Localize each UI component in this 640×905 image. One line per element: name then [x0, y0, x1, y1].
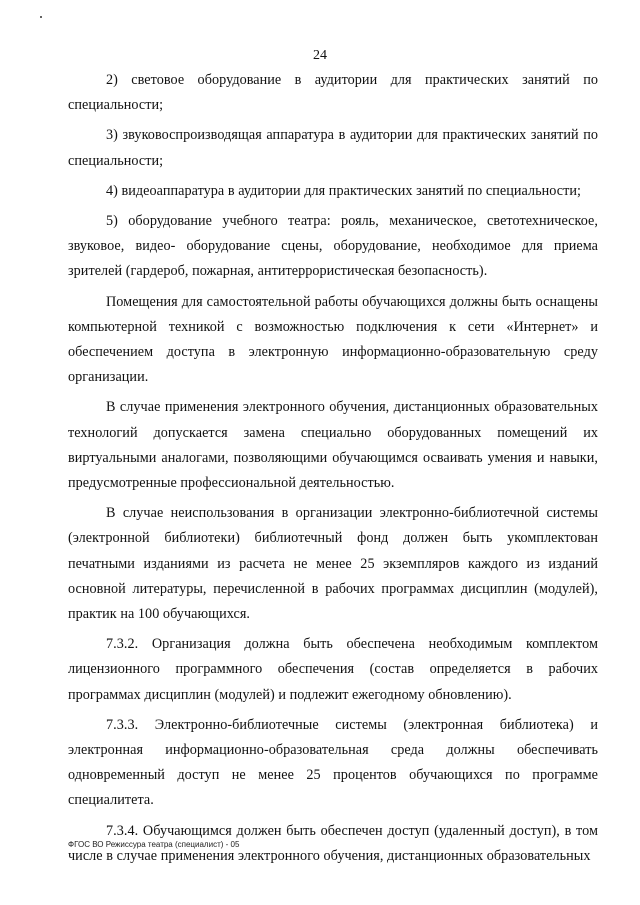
paragraph-self-study-rooms: Помещения для самостоятельной работы обучающихся должны быть оснащены компьютерной техникой с возможностью подключения к сети «Интернет» и обеспечением доступа в электронную информационно-образовательную среду организации. [68, 293, 598, 386]
paragraph-e-learning: В случае применения электронного обучения, дистанционных образовательных технологий допускается замена специально оборудованных помещений их виртуальными аналогами, позволяющими обучающимся осваивать умения и навыки, предусмотренные профессиональной деятельностью. [68, 399, 598, 492]
paragraph-7-3-3: 7.3.3. Электронно-библиотечные системы (электронная библиотека) и электронная информационно-образовательная среда должны обеспечивать одновременный доступ не менее 25 процентов обучающихся по программе специалитета. [68, 716, 598, 809]
paragraph-lighting-equipment: 2) световое оборудование в аудитории для практических занятий по специальности; [68, 72, 598, 114]
paragraph-video-equipment: 4) видеоаппаратура в аудитории для практических занятий по специальности; [106, 182, 582, 199]
paragraph-7-3-4: 7.3.4. Обучающимся должен быть обеспечен доступ (удаленный доступ), в том числе в случае применения электронного обучения, дистанционных образовательных [68, 822, 598, 864]
scan-speck [40, 16, 42, 18]
page-body [68, 68, 598, 874]
paragraph-7-3-2: 7.3.2. Организация должна быть обеспечена необходимым комплектом лицензионного программного обеспечения (состав определяется в рабочих программах дисциплин (модулей) и подлежит ежегодному обновлению). [68, 636, 598, 703]
page-number: 24 [313, 48, 327, 63]
paragraph-library-fund: В случае неиспользования в организации электронно-библиотечной системы (электронной библиотеки) библиотечный фонд должен быть укомплектован печатными изданиями из расчета не менее 25 экземпляров каждого из изданий основной литературы, перечисленной в рабочих программах дисциплин (модулей), практик на 100 обучающихся. [68, 505, 598, 623]
paragraph-sound-equipment: 3) звуковоспроизводящая аппаратура в аудитории для практических занятий по специальности; [68, 127, 598, 169]
page-footer: ФГОС ВО Режиссура театра (специалист) - 05 [68, 840, 240, 849]
paragraph-theatre-equipment: 5) оборудование учебного театра: рояль, механическое, светотехническое, звуковое, видео- оборудование сцены, оборудование, необходимое для приема зрителей (гардероб, пожарная, антитеррористическая безопасность). [68, 213, 598, 280]
